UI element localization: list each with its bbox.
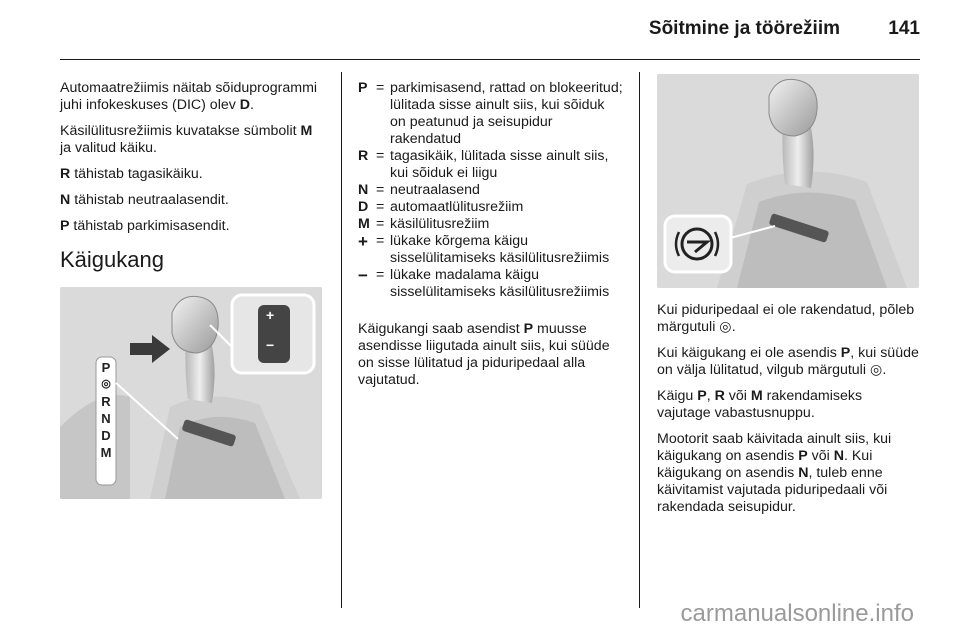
minus-symbol: − <box>266 337 275 353</box>
column-divider-2 <box>639 72 640 608</box>
paragraph-p: P tähistab parkimisasendit. <box>60 218 230 234</box>
legend-row-minus: − = lükake madalama käigu sisselülitamiseks käsilülitusrežiimis <box>358 266 610 300</box>
gear-letter-d: D <box>101 428 111 443</box>
column-2 <box>358 80 624 398</box>
legend-row-plus: + = lükake kõrgema käigu sisselülitamiseks käsilülitusrežiimis <box>358 232 610 266</box>
paragraph-release-button: Käigu P, R või M rakendamiseks vajutage vabastusnuppu. <box>657 388 863 421</box>
brake-icon: ◎ <box>101 378 111 390</box>
paragraph-dic-d: Automaatrežiimis näitab sõiduprogrammi juhi infokeskuses (DIC) olev D. <box>60 80 318 113</box>
paragraph-n: N tähistab neutraalasendit. <box>60 192 229 208</box>
legend-row-d: D = automaatlülitusrežiim <box>358 199 524 215</box>
paragraph-flashing-light: Kui käigukang ei ole asendis P, kui süüde on välja lülitatud, vilgub märgutuli ◎. <box>657 345 919 378</box>
gear-letter-n: N <box>101 411 111 426</box>
gear-lever-figure <box>60 287 322 499</box>
legend-row-p: P = parkimisasend, rattad on blokeeritud; lülitada sisse ainult siis, kui sõiduk on peatunud ja seisupidur rakendatud <box>358 80 623 147</box>
column-divider-1 <box>341 72 342 608</box>
brake-indicator-figure <box>657 74 919 288</box>
paragraph-shift-from-p: Käigukangi saab asendist P muusse asendisse liigutada ainult siis, kui süüde on sisse lülitatud ja piduripedaal alla vajutatud. <box>358 321 610 388</box>
legend-row-n: N = neutraalasend <box>358 182 480 198</box>
legend-row-m: M = käsilülitusrežiim <box>358 216 490 232</box>
header-rule <box>60 59 920 60</box>
page-header <box>0 0 960 60</box>
paragraph-engine-start: Mootorit saab käivitada ainult siis, kui käigukang on asendis P või N. Kui käigukang on asendis N, tuleb enne käivitamist vajutada piduripedaali või rakendada seisupidur. <box>657 431 892 515</box>
column-3 <box>657 74 919 525</box>
legend-list <box>358 80 624 301</box>
gear-letter-m: M <box>100 445 112 460</box>
paragraph-manual-m: Käsilülitusrežiimis kuvatakse sümbolit M ja valitud käiku. <box>60 123 313 156</box>
page-title: Sõitmine ja töörežiim <box>648 18 840 39</box>
gear-letters <box>96 359 116 461</box>
brake-warning-icon-2: ◎ <box>869 362 883 378</box>
page-number: 141 <box>888 18 920 39</box>
section-heading: Käigukang <box>60 247 164 272</box>
column-1 <box>60 80 322 499</box>
plus-symbol: + <box>266 307 275 323</box>
brake-warning-icon: ◎ <box>719 319 732 335</box>
paragraph-r: R tähistab tagasikäiku. <box>60 166 203 182</box>
brake-indicator-illustration <box>657 74 919 288</box>
gear-letter-p: P <box>101 360 111 375</box>
gear-letter-r: R <box>101 394 111 409</box>
paragraph-brake-light: Kui piduripedaal ei ole rakendatud, põleb märgutuli ◎. <box>657 302 915 335</box>
legend-row-r: R = tagasikäik, lülitada sisse ainult siis, kui sõiduk ei liigu <box>358 148 609 181</box>
